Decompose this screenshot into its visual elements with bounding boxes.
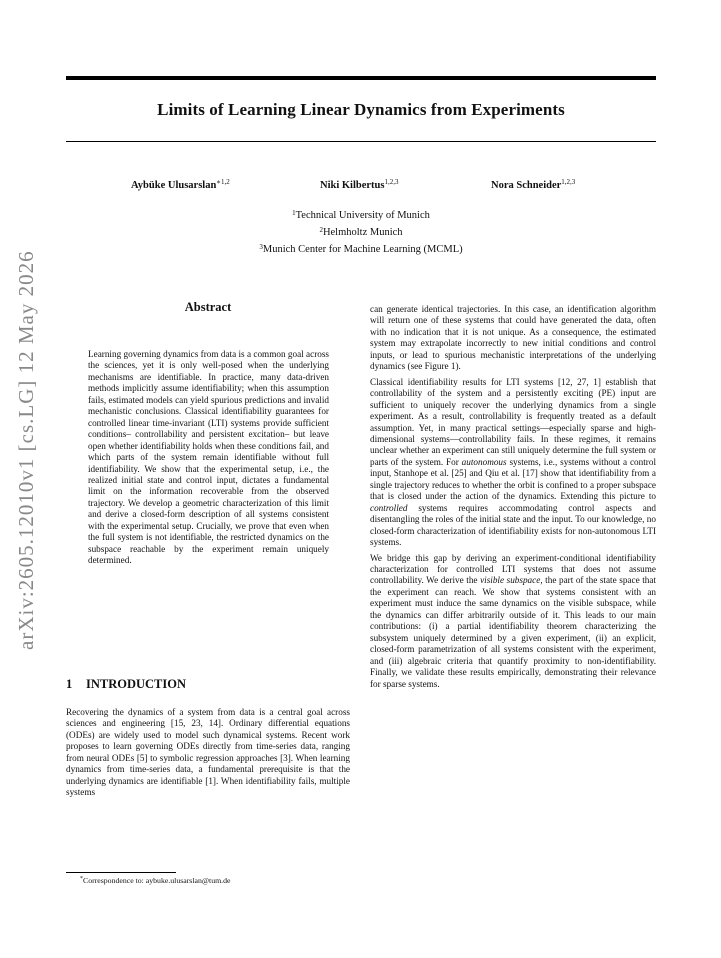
author-name: Aybüke Ulusarslan	[131, 180, 217, 191]
paragraph-2: Classical identifiability results for LTI systems [12, 27, 1] establish that controllability of the system and a persistently exciting (PE) input are sufficient to uniquely recover the underlying dynamics from a single experiment. As a result, controllability is frequently treated as a default assumption. Yet, in many practical settings—especially sparse and high-dimensional systems—controllability fails. In these regimes, it remains unclear whether an experiment can still uniquely determine the full system or parts of the system. For autonomous systems, i.e., systems without a control input, Stanhope et al. [25] and Qiu et al. [17] show that identifiability from a single trajectory reduces to whether the orbit is confined to a proper subspace that is closed under the action of the dynamics. Extending this picture to controlled systems requires accommodating control aspects and disentangling the roles of the initial state and the input. To our knowledge, no closed-form characterization of identifiability exists for non-autonomous LTI systems.	[370, 376, 656, 548]
title-bottom-rule	[66, 141, 656, 142]
section-number: 1	[66, 677, 73, 691]
affiliation-1: $^1$Technical University of Munich	[292, 209, 430, 221]
author-name: Niki Kilbertus	[320, 180, 385, 191]
section-heading-introduction	[66, 677, 186, 692]
affiliation-2: $^2$Helmholtz Munich	[319, 226, 403, 238]
author-1	[131, 178, 230, 191]
author-name: Nora Schneider	[491, 180, 562, 191]
affiliation-3: $^3$Munich Center for Machine Learning (MCML)	[259, 243, 463, 255]
introduction-text: Recovering the dynamics of a system from data is a central goal across sciences and engineering [15, 23, 14]. Ordinary differential equations (ODEs) are widely used to model such dynamical systems. Recent work proposes to learn governing ODEs directly from time-series data, ranging from neural ODEs [5] to symbolic regression approaches [3]. When learning dynamics from time-series data, a fundamental prerequisite is that the underlying dynamics are identifiable [1]. When identifiability fails, multiple systems	[66, 707, 350, 798]
right-column	[370, 304, 656, 694]
paper-title: Limits of Learning Linear Dynamics from Experiments	[157, 100, 565, 119]
author-3	[491, 178, 575, 191]
author-marks: 1,2,3	[561, 178, 576, 186]
paragraph-3: We bridge this gap by deriving an experiment-conditional identifiability characterization for controlled LTI systems that does not assume controllability. We derive the visible subspace, the part of the state space that the experiment can reach. We show that systems consistent with an experiment must induce the same dynamics on the visible subspace, while the dynamics can differ arbitrarily outside of it. This leads to our main contributions: (i) a partial identifiability theorem characterizing the subsystem uniquely determined by a given experiment, (ii) an explicit, closed-form parametrization of all systems consistent with the experiment, and (iii) algebraic criteria that quantify proximity to non-identifiability. Finally, we validate these results empirically, demonstrating their relevance for sparse systems.	[370, 552, 657, 689]
section-title: INTRODUCTION	[86, 677, 187, 691]
footnote-text: Correspondence to: aybuke.ulusarslan@tum.de	[83, 876, 231, 885]
footnote-rule	[66, 872, 176, 873]
paragraph-1: can generate identical trajectories. In this case, an identification algorithm will return one of these systems that could have generated the data, often with no indication that it is not unique. As a consequence, the estimated system may extrapolate incorrectly to new initial conditions and control inputs, or lead to spurious mechanistic interpretations of the underlying dynamics (see Figure 1).	[370, 304, 656, 372]
abstract-heading: Abstract	[184, 300, 232, 314]
footnote	[80, 876, 231, 885]
arxiv-side-stamp: arXiv:2605.12010v1 [cs.LG] 12 May 2026	[14, 250, 38, 650]
top-thick-rule	[66, 76, 656, 80]
footnote-mark: *	[80, 876, 83, 882]
affiliations	[66, 206, 656, 257]
abstract-text: Learning governing dynamics from data is a common goal across the sciences, yet it is only well-posed when the underlying mechanisms are identifiable. In practice, many data-driven methods implicitly assume identifiability; when this assumption fails, estimated models can yield spurious predictions and invalid mechanistic conclusions. Classical identifiability guarantees for controlled linear time-invariant (LTI) systems provide sufficient conditions– controllability and persistent excitation– but leave open whether identifiability holds when these conditions fail, and which parts of the system remain identifiable without full identifiability. We show that the experimental setup, i.e., the realized initial state and control input, dictates a fundamental limit on the information recoverable from the observed trajectory. We develop a geometric characterization of this limit and derive a closed-form description of all systems consistent with the experimental setup. Crucially, we prove that even when the full system is not identifiable, the restricted dynamics on the subspace reachable by the experiment remain uniquely determined.	[88, 349, 329, 566]
author-marks: 1,2,3	[384, 178, 399, 186]
author-marks: ∗1,2	[216, 178, 230, 186]
author-2	[320, 178, 398, 191]
